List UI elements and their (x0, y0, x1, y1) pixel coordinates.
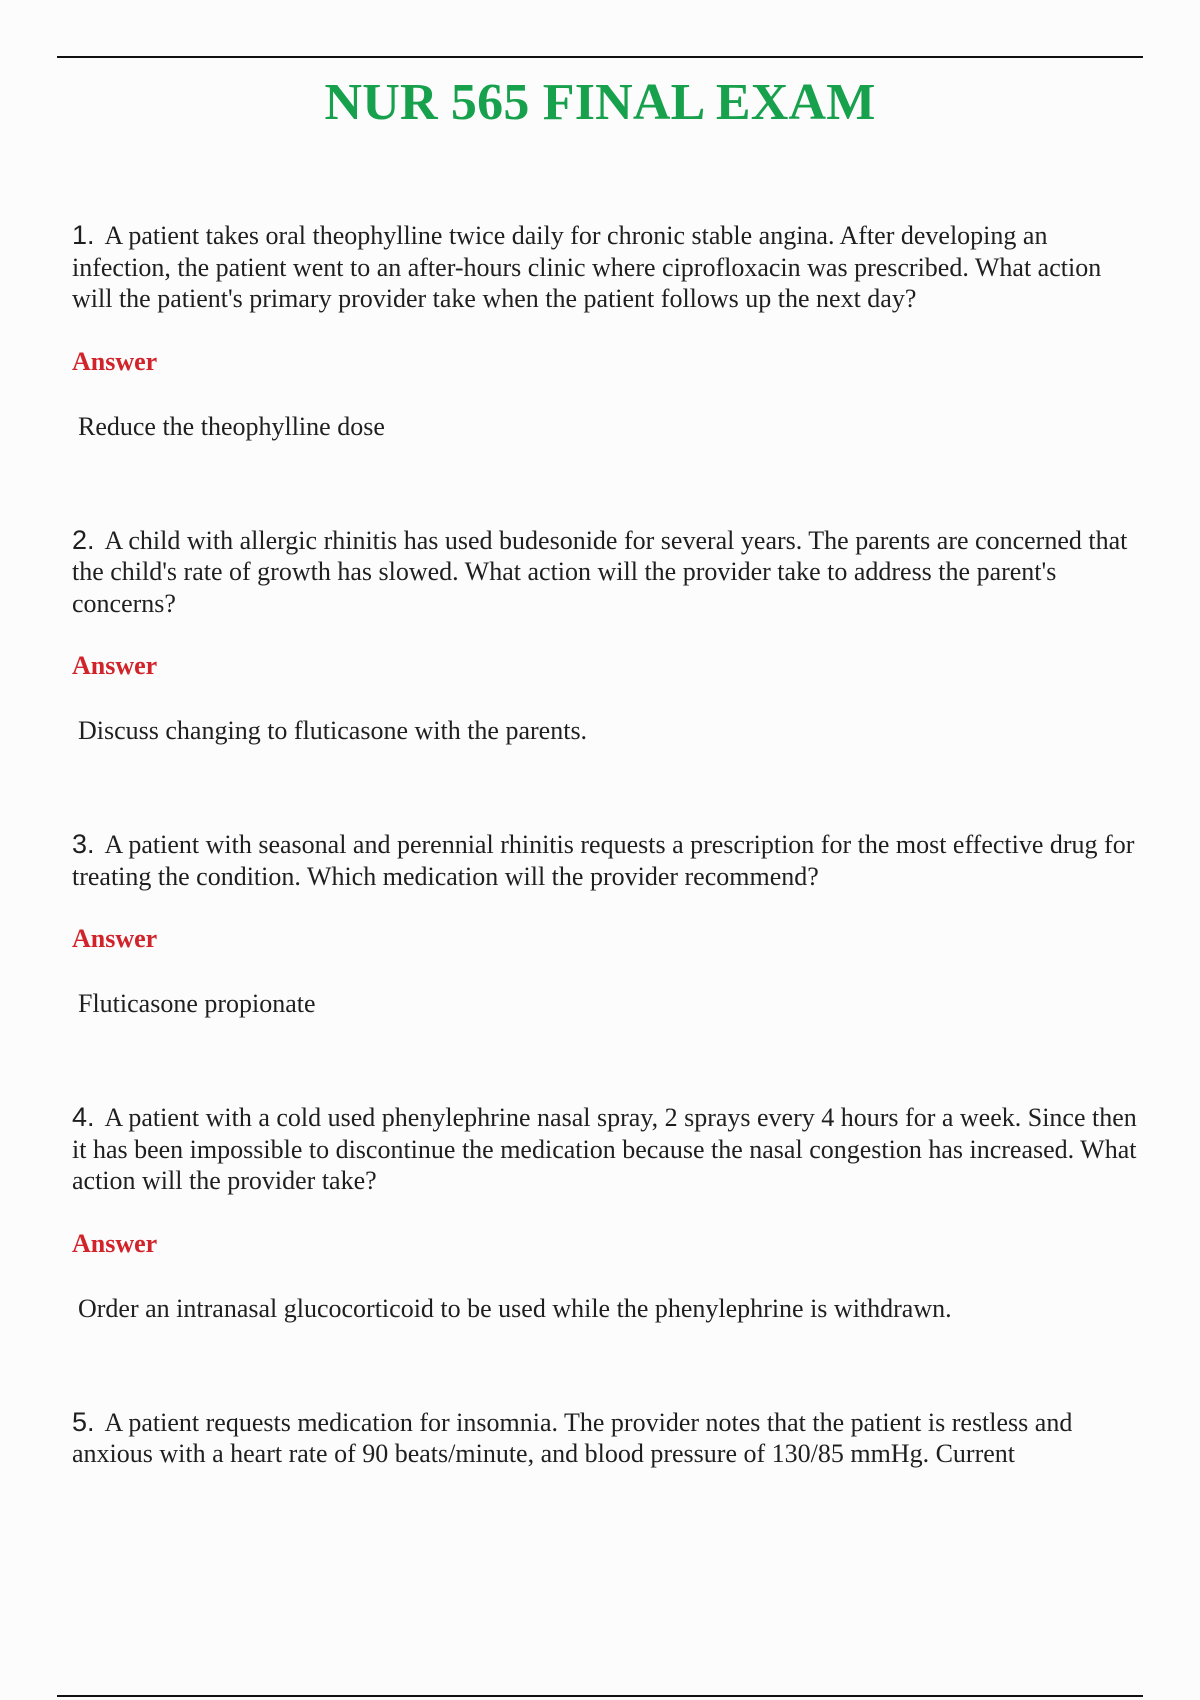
question-number: 2. (72, 524, 95, 555)
question-2 (72, 525, 1142, 747)
answer-text: Order an intranasal glucocorticoid to be used while the phenylephrine is withdrawn. (78, 1293, 952, 1323)
question-3 (72, 829, 1142, 1019)
bottom-rule (57, 1695, 1143, 1697)
question-body: A patient takes oral theophylline twice daily for chronic stable angina. After developing an infection, the patient went to an after-hours clinic where ciprofloxacin was prescribed. What action will the patient's primary provider take when the patient follows up the next day? (72, 221, 1102, 313)
question-text (72, 829, 1142, 892)
question-body: A patient requests medication for insomnia. The provider notes that the patient is restless and anxious with a heart rate of 90 beats/minute, and blood pressure of 130/85 mmHg. Current (72, 1407, 1073, 1468)
question-text (72, 220, 1142, 315)
answer-label: Answer (72, 346, 158, 376)
answer-label: Answer (72, 924, 158, 953)
page-title: NUR 565 FINAL EXAM (324, 74, 876, 131)
question-5 (72, 1407, 1142, 1470)
top-rule (57, 56, 1143, 58)
question-number: 4. (72, 1102, 95, 1132)
answer-label: Answer (72, 1228, 158, 1258)
question-body: A child with allergic rhinitis has used budesonide for several years. The parents are concerned that the child's rate of growth has slowed. What action will the provider take to address the parent's concerns? (72, 525, 1128, 618)
question-body: A patient with seasonal and perennial rhinitis requests a prescription for the most effective drug for treating the condition. Which medication will the provider recommend? (72, 830, 1135, 891)
answer-label: Answer (72, 651, 158, 680)
answer-text: Reduce the theophylline dose (78, 411, 385, 441)
question-4 (72, 1102, 1142, 1324)
answer-text: Fluticasone propionate (78, 989, 316, 1018)
answer-text: Discuss changing to fluticasone with the parents. (78, 716, 588, 745)
question-body: A patient with a cold used phenylephrine nasal spray, 2 sprays every 4 hours for a week. Since then it has been impossible to discontinue the medication because the nasal congestion has increased. What action will the provider take? (72, 1103, 1137, 1195)
question-number: 3. (72, 829, 95, 859)
question-text (72, 1407, 1142, 1470)
question-number: 5. (72, 1406, 95, 1437)
question-number: 1. (72, 220, 95, 250)
question-text (72, 1102, 1142, 1197)
question-text (72, 525, 1142, 620)
question-1 (72, 220, 1142, 442)
question-list (72, 220, 1142, 1470)
